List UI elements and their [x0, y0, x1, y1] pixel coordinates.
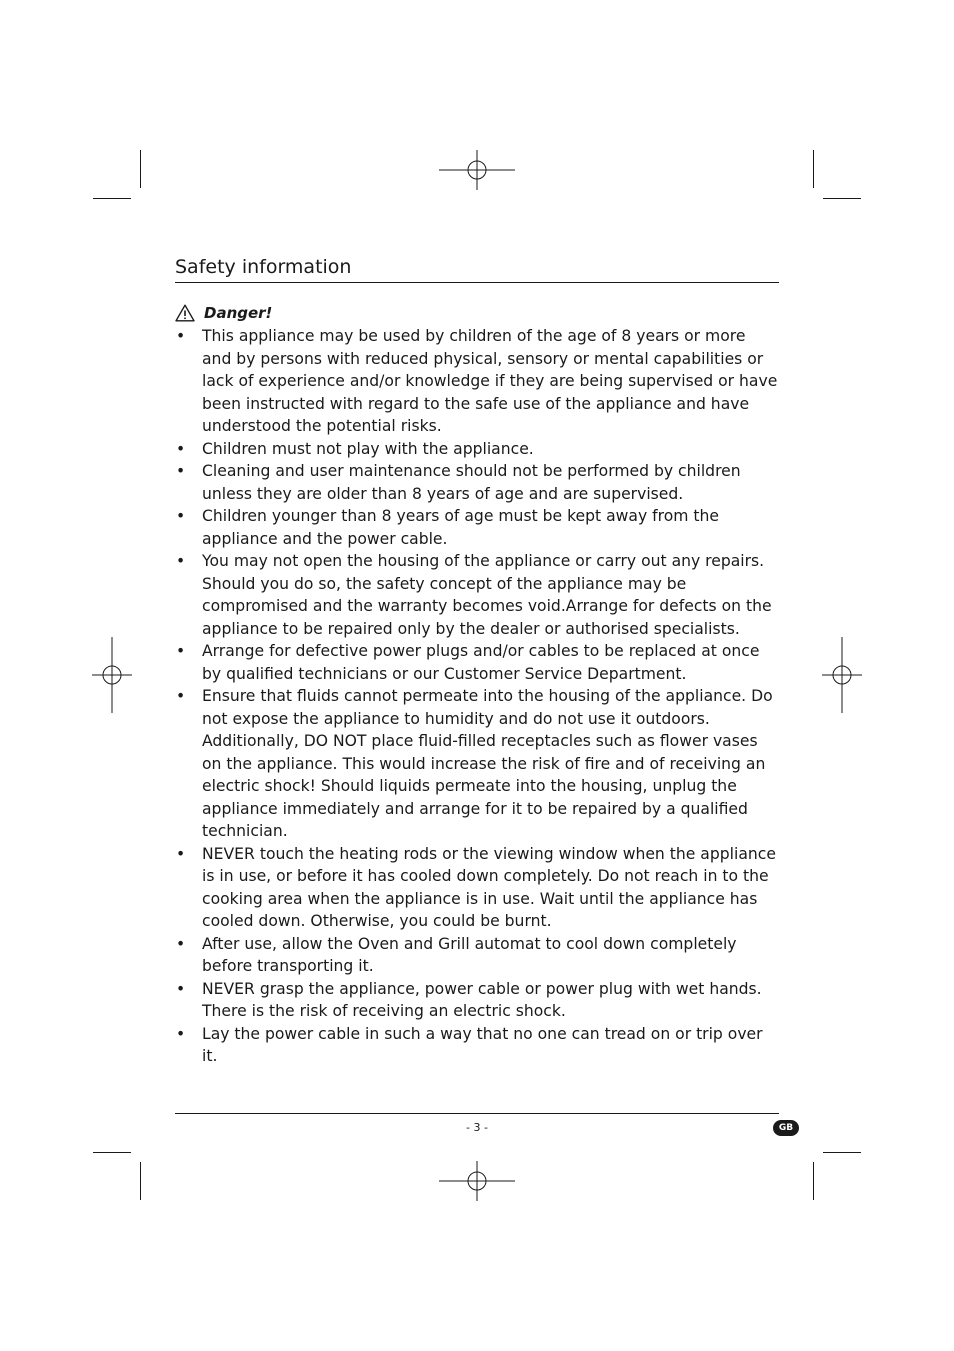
registration-mark: [439, 1143, 515, 1219]
crop-mark: [813, 150, 814, 188]
registration-mark: [804, 637, 880, 713]
list-item-text: This appliance may be used by children of the age of 8 years or more and by persons with reduced physical, sensory or mental capabilities or lack of experience and/or knowledge if they are being supervised or have been instructed with regard to the safe use of the appliance and have understood the potential risks.: [202, 327, 778, 435]
registration-mark: [74, 637, 150, 713]
list-item-text: NEVER touch the heating rods or the viewing window when the appliance is in use, or before it has cooled down completely. Do not reach in to the cooking area when the appliance is in use. Wait until the appliance has cooled down. Otherwise, you could be burnt.: [202, 844, 776, 930]
danger-label: Danger!: [204, 303, 273, 322]
list-item-text: Lay the power cable in such a way that no one can tread on or trip over it.: [202, 1024, 763, 1065]
bullet: •: [176, 934, 186, 953]
list-item: [175, 550, 779, 640]
list-item: [175, 438, 779, 461]
list-item: [175, 933, 779, 978]
crop-mark: [823, 198, 861, 199]
safety-content: [175, 301, 779, 1068]
list-item: [175, 640, 779, 685]
page-number: - 3 -: [466, 1121, 488, 1134]
list-item: [175, 685, 779, 843]
bullet: •: [176, 327, 186, 345]
crop-mark: [140, 150, 141, 188]
registration-mark: [439, 132, 515, 208]
danger-heading: [175, 301, 779, 325]
crop-mark: [813, 1162, 814, 1200]
crop-mark: [823, 1152, 861, 1153]
list-item: [175, 460, 779, 505]
list-item-text: Children younger than 8 years of age must be kept away from the appliance and the power cable.: [202, 507, 720, 548]
bullet: •: [176, 844, 186, 863]
crop-mark: [93, 1152, 131, 1153]
bullet: •: [176, 462, 186, 480]
list-item-text: Children must not play with the appliance.: [202, 439, 534, 458]
list-item: [175, 505, 779, 550]
list-item-text: Arrange for defective power plugs and/or cables to be replaced at once by qualified technicians or our Customer Service Department.: [202, 642, 760, 683]
crop-mark: [140, 1162, 141, 1200]
bullet: •: [176, 687, 186, 705]
warning-triangle-icon: [175, 304, 195, 322]
list-item-text: Cleaning and user maintenance should not be performed by children unless they are older than 8 years of age and are supervised.: [202, 462, 741, 503]
list-item: [175, 978, 779, 1023]
bullet: •: [176, 439, 186, 458]
list-item-text: Ensure that fluids cannot permeate into the housing of the appliance. Do not expose the appliance to humidity and do not use it outdoors. Additionally, DO NOT place fluid-filled receptacles such as flower vases on the appliance. This would increase the risk of fire and of receiving an electric shock! Should liquids permeate into the housing, unplug the appliance immediately and arrange for it to be repaired by a qualified technician.: [202, 687, 773, 840]
language-badge: GB: [773, 1120, 799, 1136]
bullet: •: [176, 507, 186, 525]
list-item-text: After use, allow the Oven and Grill automat to cool down completely before transporting it.: [202, 934, 737, 975]
crop-mark: [93, 198, 131, 199]
bullet: •: [176, 642, 186, 660]
safety-list: [175, 325, 779, 1068]
bullet: •: [176, 979, 186, 998]
list-item-text: NEVER grasp the appliance, power cable or power plug with wet hands. There is the risk of receiving an electric shock.: [202, 979, 762, 1020]
bullet: •: [176, 552, 186, 570]
section-title: Safety information: [175, 256, 352, 278]
list-item: [175, 325, 779, 438]
bullet: •: [176, 1024, 186, 1043]
list-item: [175, 843, 779, 933]
list-item: [175, 1023, 779, 1068]
footer-rule: [175, 1113, 779, 1114]
list-item-text: You may not open the housing of the appliance or carry out any repairs. Should you do so, the safety concept of the appliance may be compromised and the warranty becomes void.Arrange for defects on the appliance to be repaired only by the dealer or authorised specialists.: [202, 552, 772, 638]
title-underline: [175, 282, 779, 283]
